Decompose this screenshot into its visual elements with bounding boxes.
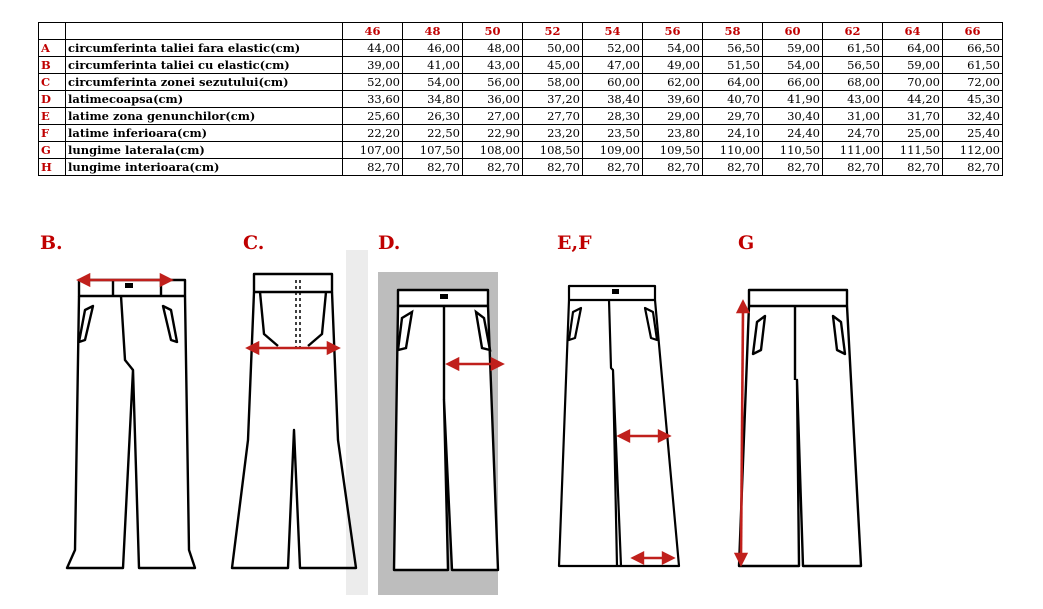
- value-cell: 111,00: [823, 142, 883, 159]
- figure-label-c: C.: [243, 232, 265, 254]
- size-header-cell: 62: [823, 23, 883, 40]
- value-cell: 52,00: [583, 40, 643, 57]
- row-letter: G: [39, 142, 66, 159]
- table-row: [39, 91, 1003, 108]
- row-letter: D: [39, 91, 66, 108]
- value-cell: 70,00: [883, 74, 943, 91]
- value-cell: 30,40: [763, 108, 823, 125]
- trousers-waist-measure-icon: [63, 250, 213, 595]
- size-header-cell: 52: [523, 23, 583, 40]
- value-cell: 51,50: [703, 57, 763, 74]
- value-cell: 41,90: [763, 91, 823, 108]
- row-letter: E: [39, 108, 66, 125]
- value-cell: 56,50: [823, 57, 883, 74]
- row-label: lungime interioara(cm): [66, 159, 343, 176]
- table-row: [39, 57, 1003, 74]
- size-header-cell: 60: [763, 23, 823, 40]
- value-cell: 36,00: [463, 91, 523, 108]
- value-cell: 48,00: [463, 40, 523, 57]
- value-cell: 82,70: [823, 159, 883, 176]
- value-cell: 107,50: [403, 142, 463, 159]
- value-cell: 68,00: [823, 74, 883, 91]
- value-cell: 62,00: [643, 74, 703, 91]
- value-cell: 108,50: [523, 142, 583, 159]
- value-cell: 39,00: [343, 57, 403, 74]
- table-row: [39, 74, 1003, 91]
- table-row: [39, 159, 1003, 176]
- trousers-side-length-measure-icon: [735, 250, 885, 595]
- value-cell: 38,40: [583, 91, 643, 108]
- value-cell: 29,70: [703, 108, 763, 125]
- value-cell: 64,00: [883, 40, 943, 57]
- value-cell: 82,70: [703, 159, 763, 176]
- row-label: lungime laterala(cm): [66, 142, 343, 159]
- value-cell: 64,00: [703, 74, 763, 91]
- table-row: [39, 142, 1003, 159]
- value-cell: 24,10: [703, 125, 763, 142]
- trousers-knee-hem-measure-icon: [555, 250, 705, 595]
- row-label: circumferinta zonei sezutului(cm): [66, 74, 343, 91]
- size-header-cell: 64: [883, 23, 943, 40]
- value-cell: 40,70: [703, 91, 763, 108]
- value-cell: 61,50: [943, 57, 1003, 74]
- figure-label-g: G: [738, 232, 755, 254]
- value-cell: 45,00: [523, 57, 583, 74]
- value-cell: 25,40: [943, 125, 1003, 142]
- value-cell: 60,00: [583, 74, 643, 91]
- header-empty-cell: [39, 23, 66, 40]
- value-cell: 59,00: [763, 40, 823, 57]
- value-cell: 23,80: [643, 125, 703, 142]
- value-cell: 22,50: [403, 125, 463, 142]
- value-cell: 54,00: [643, 40, 703, 57]
- value-cell: 112,00: [943, 142, 1003, 159]
- size-header-cell: 46: [343, 23, 403, 40]
- row-label: latime inferioara(cm): [66, 125, 343, 142]
- value-cell: 32,40: [943, 108, 1003, 125]
- value-cell: 82,70: [523, 159, 583, 176]
- value-cell: 82,70: [463, 159, 523, 176]
- value-cell: 82,70: [343, 159, 403, 176]
- value-cell: 26,30: [403, 108, 463, 125]
- value-cell: 50,00: [523, 40, 583, 57]
- size-table: [38, 22, 1003, 176]
- value-cell: 25,00: [883, 125, 943, 142]
- value-cell: 43,00: [463, 57, 523, 74]
- figure-label-b: B.: [40, 232, 63, 254]
- value-cell: 66,00: [763, 74, 823, 91]
- value-cell: 22,20: [343, 125, 403, 142]
- trousers-thigh-measure-icon: [378, 250, 528, 595]
- value-cell: 25,60: [343, 108, 403, 125]
- value-cell: 23,20: [523, 125, 583, 142]
- value-cell: 23,50: [583, 125, 643, 142]
- value-cell: 56,50: [703, 40, 763, 57]
- value-cell: 45,30: [943, 91, 1003, 108]
- trousers-seat-measure-icon: [228, 250, 378, 595]
- value-cell: 24,70: [823, 125, 883, 142]
- figure-label-ef: E,F: [557, 232, 592, 254]
- value-cell: 59,00: [883, 57, 943, 74]
- row-label: latime zona genunchilor(cm): [66, 108, 343, 125]
- value-cell: 82,70: [883, 159, 943, 176]
- value-cell: 61,50: [823, 40, 883, 57]
- header-empty-cell: [66, 23, 343, 40]
- value-cell: 22,90: [463, 125, 523, 142]
- figure-label-d: D.: [378, 232, 401, 254]
- value-cell: 111,50: [883, 142, 943, 159]
- value-cell: 54,00: [763, 57, 823, 74]
- table-header-row: [39, 23, 1003, 40]
- table-row: [39, 40, 1003, 57]
- value-cell: 31,70: [883, 108, 943, 125]
- value-cell: 52,00: [343, 74, 403, 91]
- value-cell: 24,40: [763, 125, 823, 142]
- value-cell: 109,50: [643, 142, 703, 159]
- size-header-cell: 58: [703, 23, 763, 40]
- value-cell: 34,80: [403, 91, 463, 108]
- row-label: latimecoapsa(cm): [66, 91, 343, 108]
- value-cell: 66,50: [943, 40, 1003, 57]
- value-cell: 47,00: [583, 57, 643, 74]
- value-cell: 108,00: [463, 142, 523, 159]
- value-cell: 110,50: [763, 142, 823, 159]
- size-header-cell: 56: [643, 23, 703, 40]
- value-cell: 43,00: [823, 91, 883, 108]
- value-cell: 33,60: [343, 91, 403, 108]
- value-cell: 54,00: [403, 74, 463, 91]
- value-cell: 82,70: [643, 159, 703, 176]
- value-cell: 72,00: [943, 74, 1003, 91]
- value-cell: 107,00: [343, 142, 403, 159]
- value-cell: 49,00: [643, 57, 703, 74]
- row-letter: A: [39, 40, 66, 57]
- row-letter: H: [39, 159, 66, 176]
- value-cell: 110,00: [703, 142, 763, 159]
- size-header-cell: 66: [943, 23, 1003, 40]
- value-cell: 27,00: [463, 108, 523, 125]
- value-cell: 29,00: [643, 108, 703, 125]
- value-cell: 46,00: [403, 40, 463, 57]
- value-cell: 109,00: [583, 142, 643, 159]
- value-cell: 82,70: [583, 159, 643, 176]
- table-row: [39, 108, 1003, 125]
- row-label: circumferinta taliei cu elastic(cm): [66, 57, 343, 74]
- row-letter: F: [39, 125, 66, 142]
- value-cell: 37,20: [523, 91, 583, 108]
- value-cell: 58,00: [523, 74, 583, 91]
- value-cell: 28,30: [583, 108, 643, 125]
- row-letter: B: [39, 57, 66, 74]
- value-cell: 82,70: [763, 159, 823, 176]
- table-row: [39, 125, 1003, 142]
- row-label: circumferinta taliei fara elastic(cm): [66, 40, 343, 57]
- value-cell: 56,00: [463, 74, 523, 91]
- size-header-cell: 50: [463, 23, 523, 40]
- value-cell: 31,00: [823, 108, 883, 125]
- value-cell: 82,70: [403, 159, 463, 176]
- value-cell: 27,70: [523, 108, 583, 125]
- value-cell: 41,00: [403, 57, 463, 74]
- value-cell: 39,60: [643, 91, 703, 108]
- size-header-cell: 54: [583, 23, 643, 40]
- row-letter: C: [39, 74, 66, 91]
- value-cell: 44,20: [883, 91, 943, 108]
- value-cell: 44,00: [343, 40, 403, 57]
- value-cell: 82,70: [943, 159, 1003, 176]
- size-header-cell: 48: [403, 23, 463, 40]
